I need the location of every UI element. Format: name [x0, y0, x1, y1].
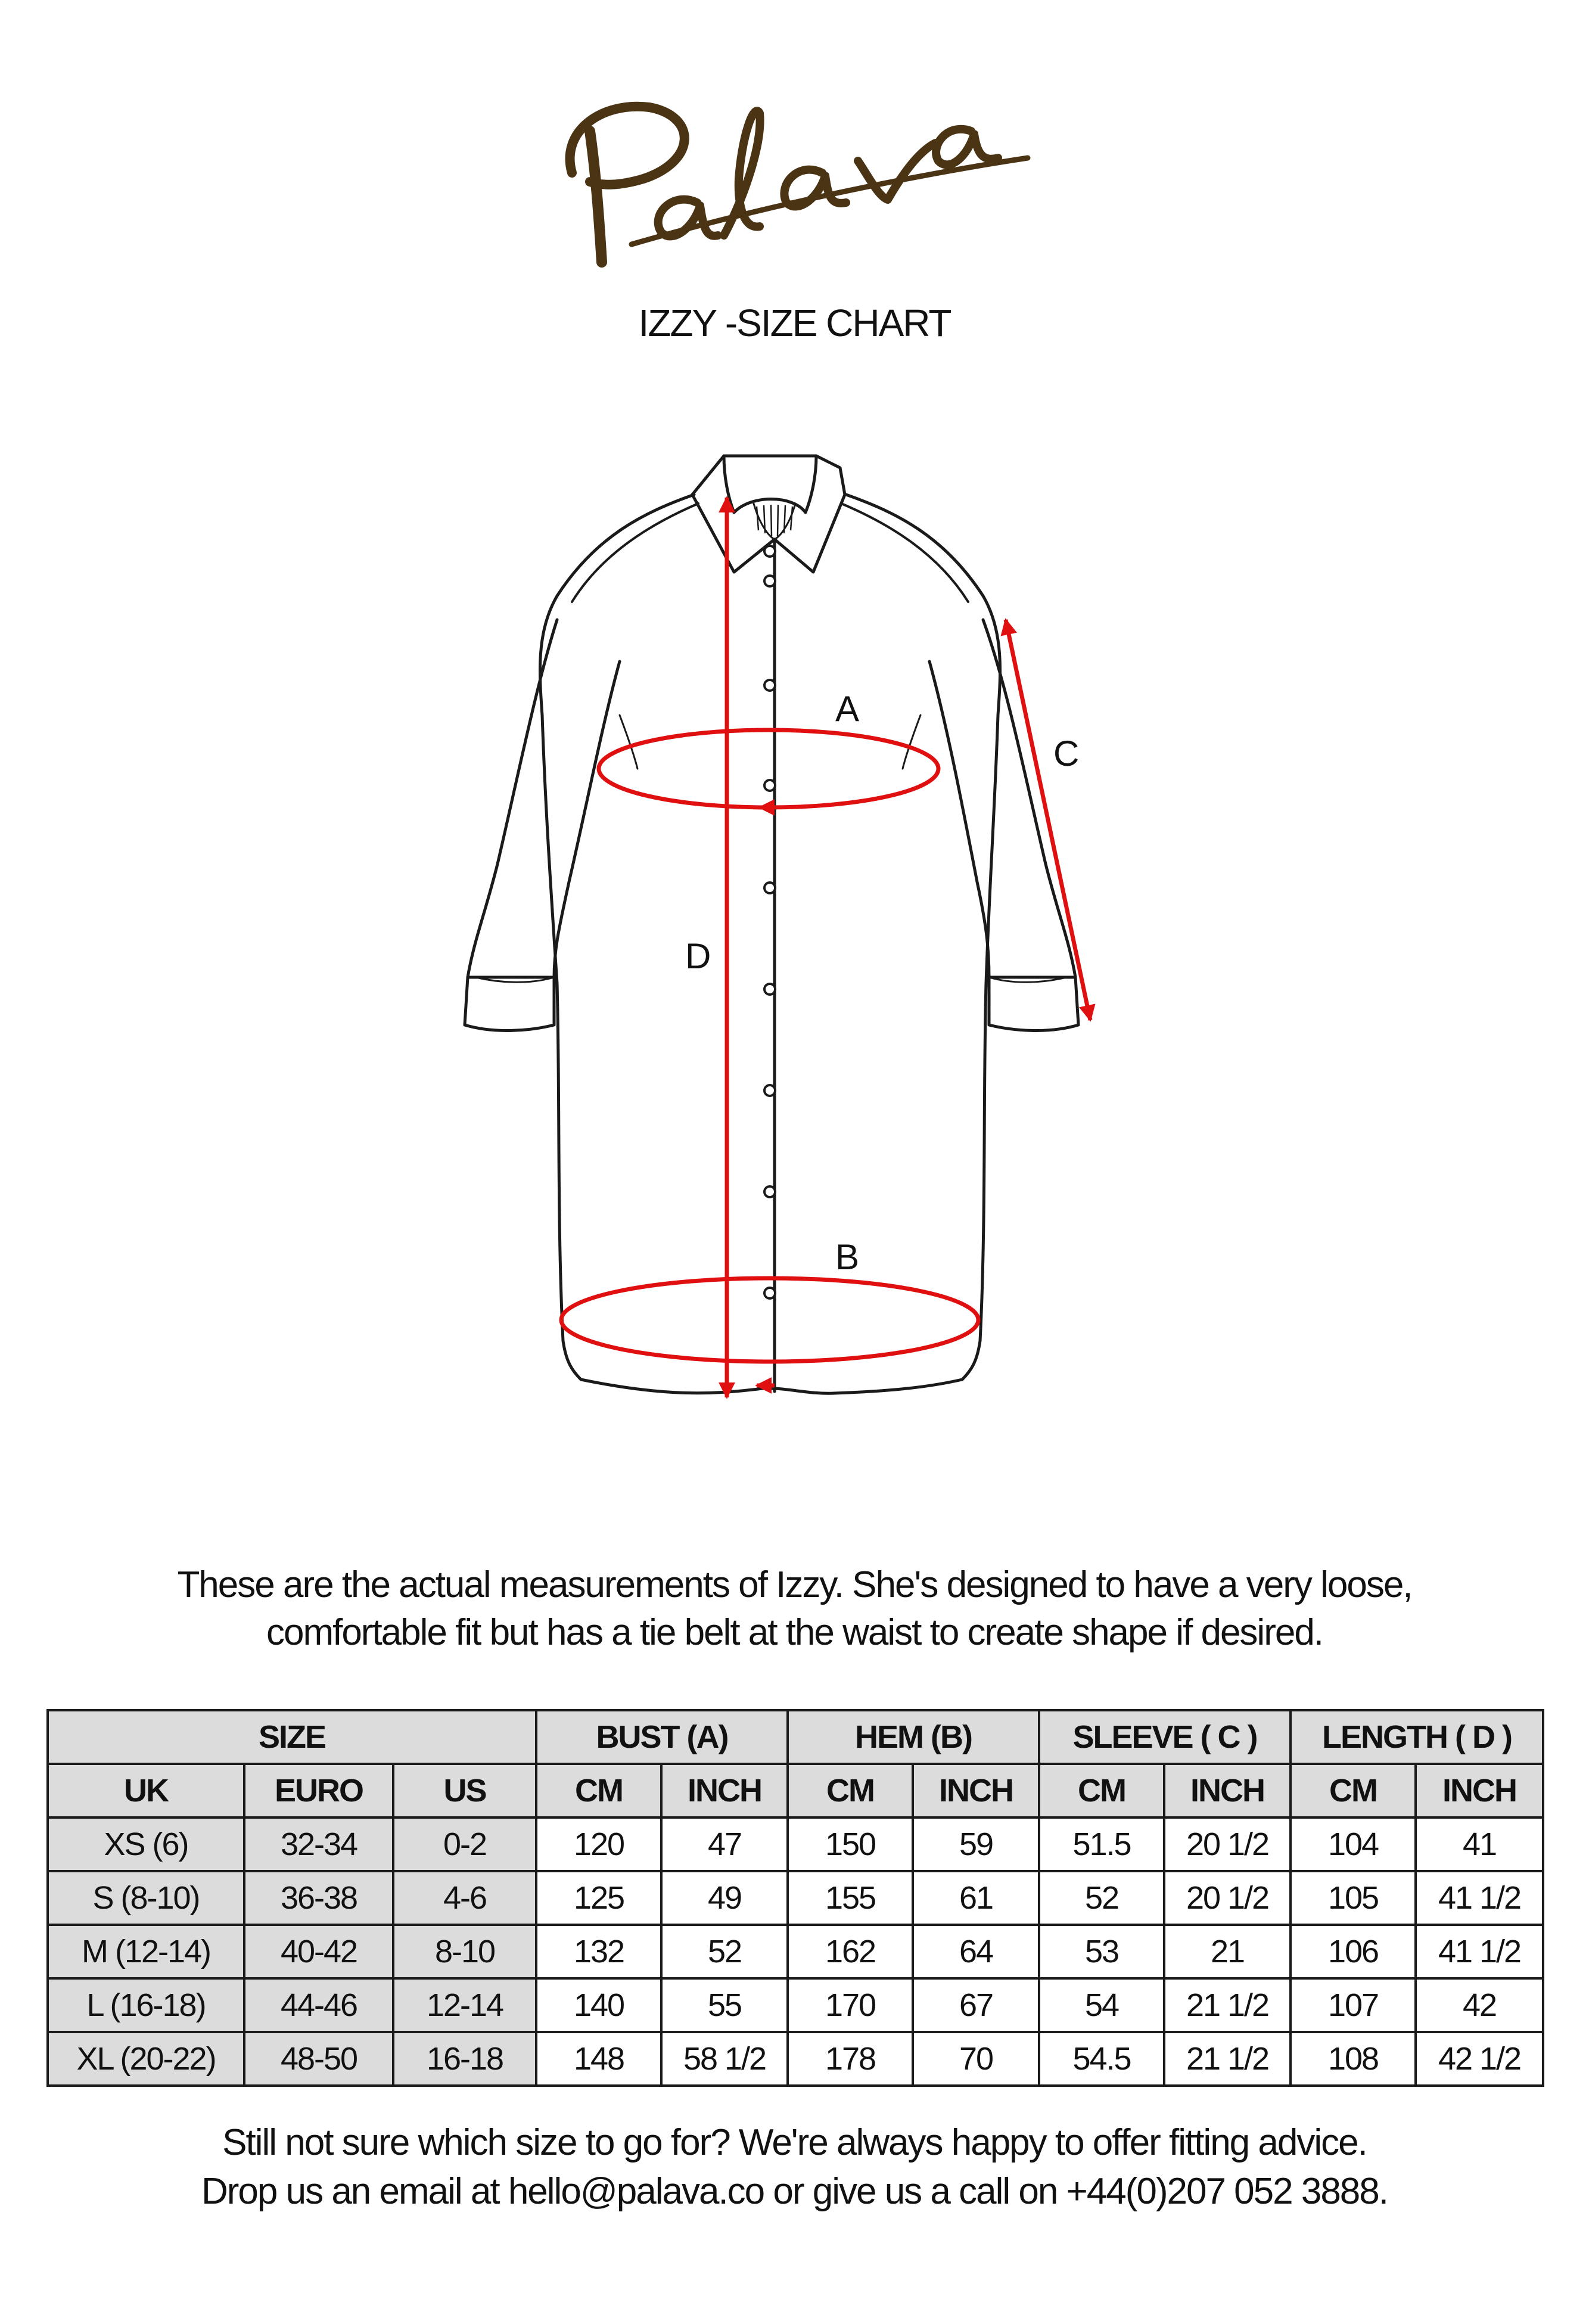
table-cell: 54.5: [1039, 2032, 1164, 2086]
group-hem: HEM (B): [788, 1710, 1039, 1764]
table-cell: 4-6: [393, 1871, 536, 1925]
table-row: [48, 1871, 1543, 1925]
bust-measure-ellipse: [599, 730, 938, 807]
table-cell: 12-14: [393, 1978, 536, 2032]
table-cell: 47: [661, 1817, 788, 1871]
intro-line-1: These are the actual measurements of Izzy. She's designed to have a very loose,: [177, 1564, 1412, 1605]
table-cell: 140: [536, 1978, 661, 2032]
footer-line-1: Still not sure which size to go for? We're always happy to offer fitting advice.: [222, 2122, 1367, 2163]
footer-line-2: Drop us an email at hello@palava.co or give us a call on +44(0)207 052 3888.: [201, 2171, 1388, 2212]
table-cell: 162: [788, 1925, 913, 1978]
intro-line-2: comfortable fit but has a tie belt at the waist to create shape if desired.: [266, 1612, 1323, 1653]
sub-header: CM: [536, 1764, 661, 1817]
table-row: [48, 1925, 1543, 1978]
table-cell: 49: [661, 1871, 788, 1925]
table-cell: 150: [788, 1817, 913, 1871]
table-cell: M (12-14): [48, 1925, 244, 1978]
table-cell: 178: [788, 2032, 913, 2086]
table-cell: 44-46: [244, 1978, 393, 2032]
sub-header: US: [393, 1764, 536, 1817]
sub-header: INCH: [661, 1764, 788, 1817]
table-cell: 42 1/2: [1416, 2032, 1543, 2086]
table-cell: S (8-10): [48, 1871, 244, 1925]
sub-header: INCH: [1416, 1764, 1543, 1817]
table-cell: 41 1/2: [1416, 1871, 1543, 1925]
table-cell: 106: [1291, 1925, 1416, 1978]
sleeve-measure-line: [1006, 620, 1090, 1020]
table-cell: 155: [788, 1871, 913, 1925]
table-cell: 125: [536, 1871, 661, 1925]
palava-logo: [0, 0, 1589, 310]
size-table: [46, 1709, 1544, 2087]
table-cell: 64: [913, 1925, 1039, 1978]
table-row: [48, 2032, 1543, 2086]
table-cell: 59: [913, 1817, 1039, 1871]
table-cell: L (16-18): [48, 1978, 244, 2032]
table-cell: 36-38: [244, 1871, 393, 1925]
table-cell: 105: [1291, 1871, 1416, 1925]
group-header-row: [48, 1710, 1543, 1764]
measure-lines: [561, 498, 1090, 1397]
intro-text: [0, 1561, 1589, 1657]
table-cell: 21 1/2: [1164, 1978, 1291, 2032]
table-cell: 41 1/2: [1416, 1925, 1543, 1978]
table-cell: 0-2: [393, 1817, 536, 1871]
page-title: IZZY -SIZE CHART: [638, 302, 951, 344]
table-cell: 32-34: [244, 1817, 393, 1871]
table-cell: 54: [1039, 1978, 1164, 2032]
sub-header: EURO: [244, 1764, 393, 1817]
table-cell: 108: [1291, 2032, 1416, 2086]
table-cell: XS (6): [48, 1817, 244, 1871]
sub-header-row: [48, 1764, 1543, 1817]
table-cell: 61: [913, 1871, 1039, 1925]
sub-header: INCH: [1164, 1764, 1291, 1817]
table-cell: 52: [1039, 1871, 1164, 1925]
shirt-dress-outline: [465, 456, 1078, 1393]
group-bust: BUST (A): [536, 1710, 788, 1764]
table-cell: 120: [536, 1817, 661, 1871]
sub-header: UK: [48, 1764, 244, 1817]
sub-header: CM: [1291, 1764, 1416, 1817]
table-cell: 170: [788, 1978, 913, 2032]
table-cell: 16-18: [393, 2032, 536, 2086]
table-cell: 42: [1416, 1978, 1543, 2032]
table-cell: 70: [913, 2032, 1039, 2086]
sub-header: CM: [1039, 1764, 1164, 1817]
table-cell: 58 1/2: [661, 2032, 788, 2086]
table-cell: XL (20-22): [48, 2032, 244, 2086]
table-row: [48, 1817, 1543, 1871]
table-cell: 51.5: [1039, 1817, 1164, 1871]
sub-header: INCH: [913, 1764, 1039, 1817]
footer-text: [0, 2118, 1589, 2216]
table-cell: 21 1/2: [1164, 2032, 1291, 2086]
sub-header: CM: [788, 1764, 913, 1817]
table-cell: 107: [1291, 1978, 1416, 2032]
label-d: D: [685, 936, 711, 976]
label-b: B: [835, 1237, 860, 1277]
table-cell: 20 1/2: [1164, 1871, 1291, 1925]
table-cell: 67: [913, 1978, 1039, 2032]
group-length: LENGTH ( D ): [1291, 1710, 1543, 1764]
table-cell: 53: [1039, 1925, 1164, 1978]
table-cell: 55: [661, 1978, 788, 2032]
table-cell: 48-50: [244, 2032, 393, 2086]
label-c: C: [1053, 734, 1080, 773]
table-cell: 41: [1416, 1817, 1543, 1871]
label-a: A: [835, 689, 860, 729]
table-cell: 52: [661, 1925, 788, 1978]
group-sleeve: SLEEVE ( C ): [1039, 1710, 1291, 1764]
table-cell: 40-42: [244, 1925, 393, 1978]
table-row: [48, 1978, 1543, 2032]
group-size: SIZE: [48, 1710, 536, 1764]
table-cell: 8-10: [393, 1925, 536, 1978]
table-cell: 148: [536, 2032, 661, 2086]
table-cell: 104: [1291, 1817, 1416, 1871]
garment-diagram: [0, 417, 1589, 1430]
table-cell: 21: [1164, 1925, 1291, 1978]
table-cell: 20 1/2: [1164, 1817, 1291, 1871]
table-cell: 132: [536, 1925, 661, 1978]
